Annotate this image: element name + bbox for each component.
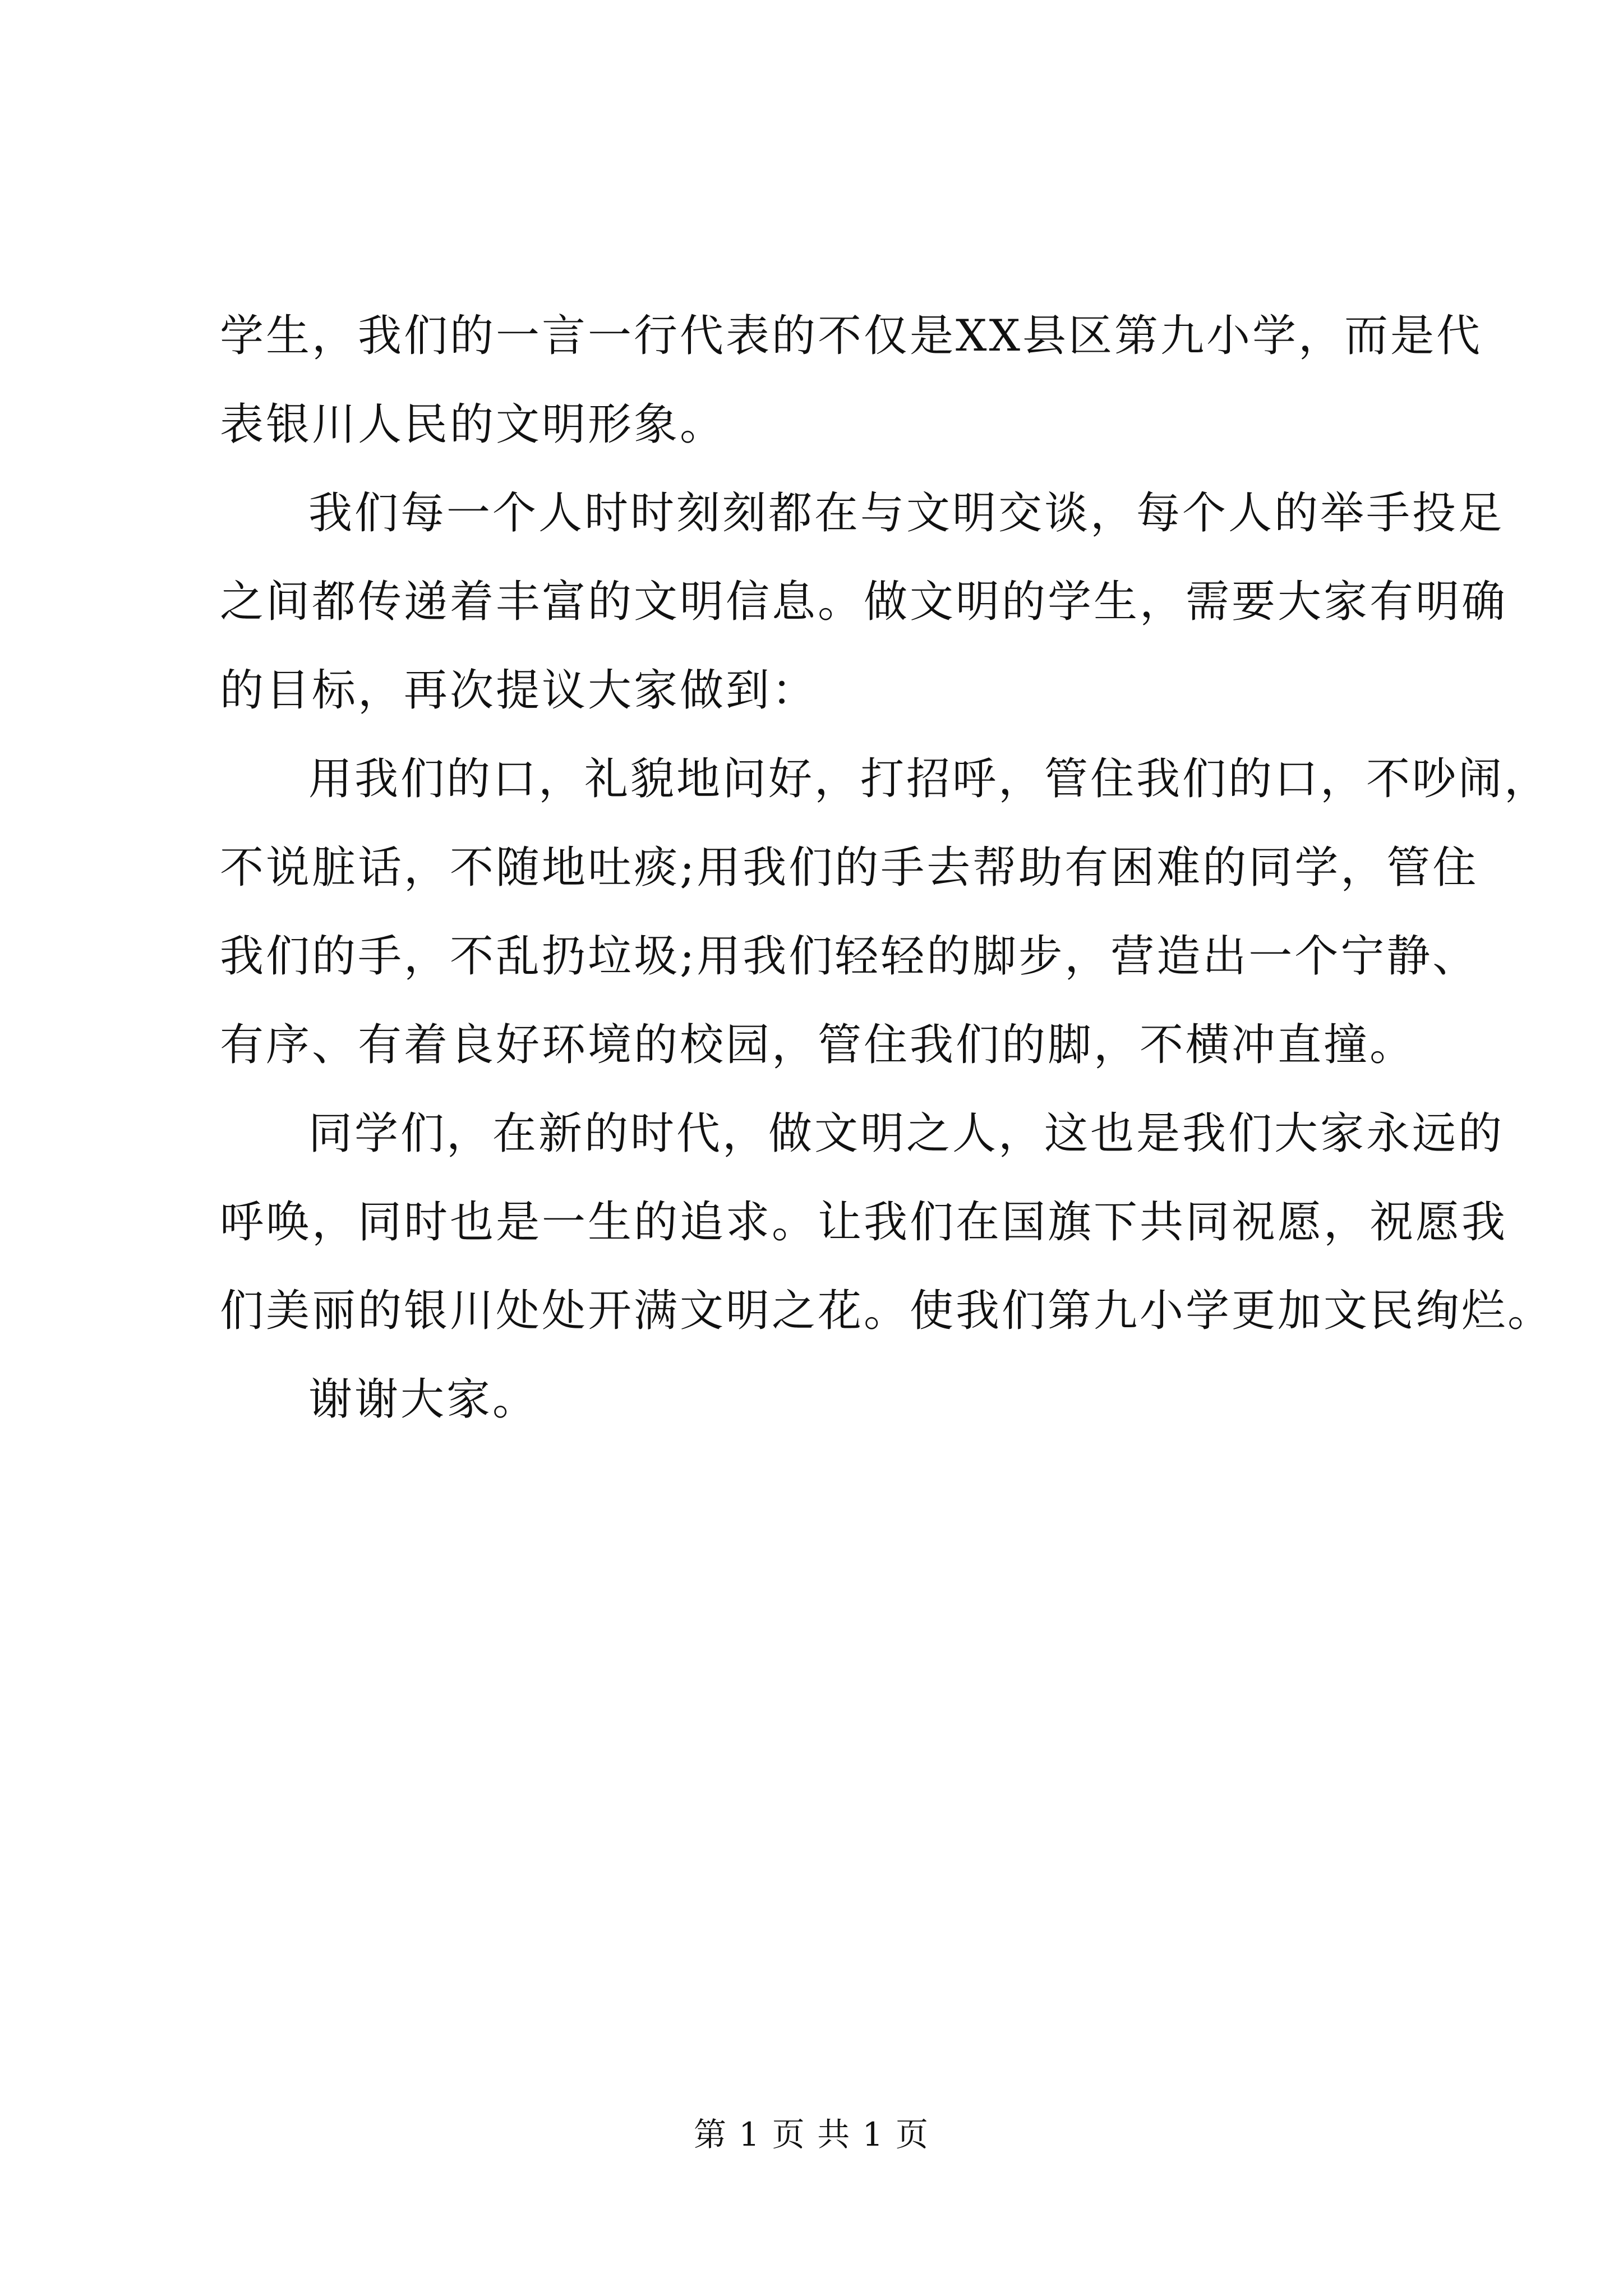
paragraph-start-line: 我们每一个人时时刻刻都在与文明交谈，每个人的举手投足 bbox=[308, 488, 1505, 539]
paragraph-start-line: 用我们的口，礼貌地问好，打招呼，管住我们的口，不吵闹， bbox=[308, 754, 1551, 804]
page-footer: 第 1 页 共 1 页 bbox=[694, 2115, 929, 2154]
text-line: 不说脏话，不随地吐痰;用我们的手去帮助有困难的同学，管住 bbox=[220, 843, 1479, 893]
text-line: 的目标，再次提议大家做到： bbox=[220, 665, 818, 716]
document-body bbox=[220, 292, 1554, 1444]
text-line: 我们的手，不乱扔垃圾;用我们轻轻的脚步，营造出一个宁静、 bbox=[220, 931, 1479, 982]
text-line: 学生，我们的一言一行代表的不仅是XX县区第九小学，而是代 bbox=[220, 311, 1483, 361]
text-line: 们美丽的银川处处开满文明之花。使我们第九小学更加文民绚烂。 bbox=[220, 1286, 1554, 1336]
text-line: 呼唤，同时也是一生的追求。让我们在国旗下共同祝愿，祝愿我 bbox=[220, 1197, 1508, 1248]
closing-line: 谢谢大家。 bbox=[308, 1374, 539, 1425]
text-line: 表银川人民的文明形象。 bbox=[220, 399, 726, 450]
text-line: 有序、有着良好环境的校园，管住我们的脚，不横冲直撞。 bbox=[220, 1020, 1416, 1070]
text-line: 之间都传递着丰富的文明信息。做文明的学生，需要大家有明确 bbox=[220, 577, 1508, 627]
paragraph-start-line: 同学们，在新的时代，做文明之人，这也是我们大家永远的 bbox=[308, 1108, 1505, 1159]
